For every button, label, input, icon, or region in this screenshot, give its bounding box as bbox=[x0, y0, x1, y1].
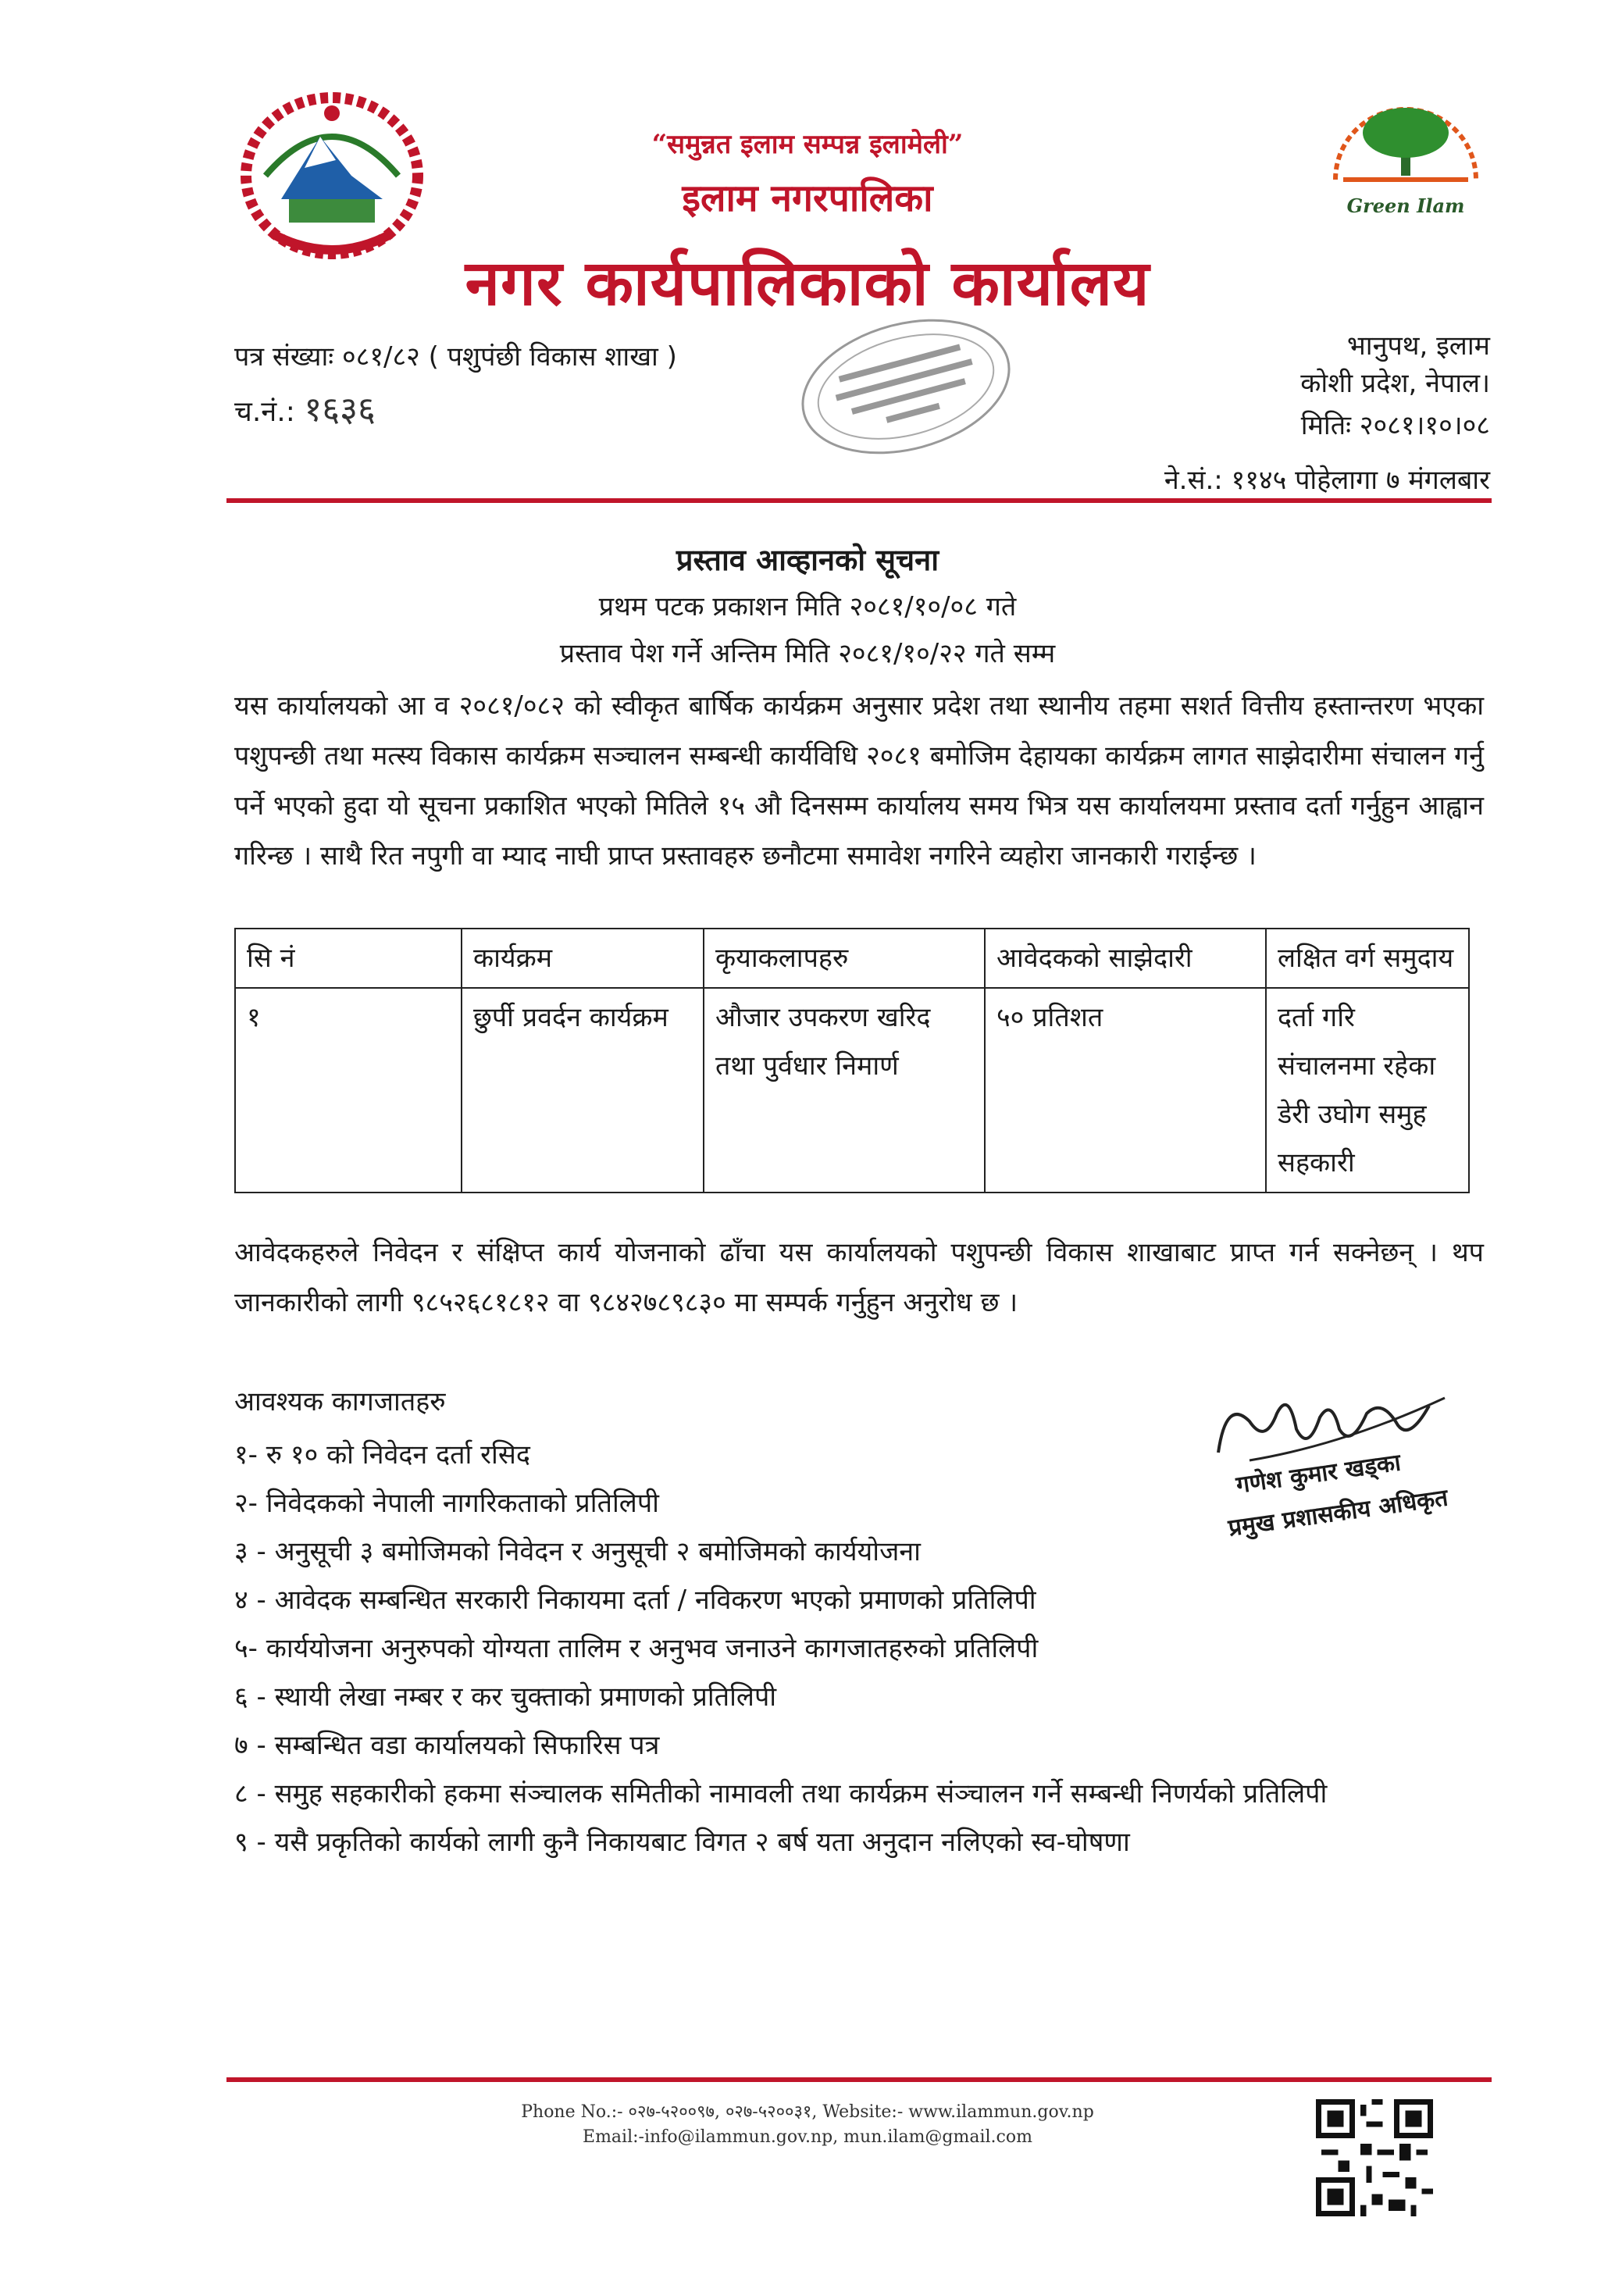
column-header: कार्यक्रम bbox=[462, 929, 704, 988]
notice-body: यस कार्यालयको आ व २०८१/०८२ को स्वीकृत बार्षिक कार्यक्रम अनुसार प्रदेश तथा स्थानीय तहमा सशर्त वित्तीय हस्तान्तरण भएका पशुपन्छी तथा मत्स्य विकास कार्यक्रम सञ्चालन सम्बन्धी कार्यविधि २०८१ बमोजिम देहायका कार्यक्रम लागत साझेदारीमा संचालन गर्नु पर्ने भएको हुदा यो सूचना प्रकाशित भएको मितिले १५ औ दिनसम्म कार्यालय समय भित्र यस कार्यालयमा प्रस्ताव दर्ता गर्नुहुन आह्वान गरिन्छ । साथै रित नपुगी वा म्याद नाघी प्राप्त प्रस्तावहरु छनौटमा समावेश नगरिने व्यहोरा जानकारी गराईन्छ । bbox=[234, 690, 1484, 872]
program-table bbox=[234, 928, 1470, 1193]
documents-heading: आवश्यक कागजातहरु bbox=[234, 1386, 446, 1417]
table-cell: दर्ता गरि संचालनमा रहेका डेरी उघोग समुह सहकारी bbox=[1266, 988, 1469, 1193]
nepal-samvat-date: ने.सं.: ११४५ पोहेलागा ७ मंगलबार bbox=[1164, 465, 1490, 496]
list-item: १- रु १० को निवेदन दर्ता रसिद bbox=[234, 1439, 530, 1471]
dispatch-number bbox=[234, 384, 376, 431]
footer-email: Email:-info@ilammun.gov.np, mun.ilam@gmail.com bbox=[583, 2127, 1032, 2147]
column-header: कृयाकलापहरु bbox=[704, 929, 985, 988]
signatory-name: गणेश कुमार खड्का bbox=[1234, 1449, 1403, 1499]
address-line-1: भानुपथ, इलाम bbox=[1346, 330, 1490, 362]
list-item: ३ - अनुसूची ३ बमोजिमको निवेदन र अनुसूची २ बमोजिमको कार्ययोजना bbox=[234, 1536, 921, 1567]
documents-list bbox=[234, 1431, 1484, 1866]
list-item: ६ - स्थायी लेखा नम्बर र कर चुक्ताको प्रमाणको प्रतिलिपी bbox=[234, 1681, 777, 1713]
list-item: ४ - आवेदक सम्बन्धित सरकारी निकायमा दर्ता / नविकरण भएको प्रमाणको प्रतिलिपी bbox=[234, 1585, 1036, 1616]
column-header: सि नं bbox=[235, 929, 462, 988]
table-cell: छुर्पी प्रवर्दन कार्यक्रम bbox=[462, 988, 704, 1193]
qr-code-icon[interactable] bbox=[1316, 2099, 1433, 2216]
table-cell: ५० प्रतिशत bbox=[985, 988, 1266, 1193]
dispatch-value: १६३६ bbox=[304, 390, 376, 430]
list-item: ५- कार्ययोजना अनुरुपको योग्यता तालिम र अनुभव जनाउने कागजातहरुको प्रतिलिपी bbox=[234, 1633, 1039, 1664]
address-line-2: कोशी प्रदेश, नेपाल। bbox=[1300, 368, 1490, 399]
column-header: आवेदकको साझेदारी bbox=[985, 929, 1266, 988]
table-row bbox=[235, 988, 1469, 1193]
header-divider bbox=[226, 498, 1492, 503]
notice-title: प्रस्ताव आव्हानको सूचना bbox=[676, 543, 939, 577]
office-stamp bbox=[789, 312, 1023, 461]
footer-phone-website: Phone No.:- ०२७-५२००९७, ०२७-५२००३१, Website:- www.ilammun.gov.np bbox=[521, 2102, 1094, 2122]
column-header: लक्षित वर्ग समुदाय bbox=[1266, 929, 1469, 988]
letter-date: मितिः २०८१।१०।०८ bbox=[1300, 410, 1490, 441]
dispatch-label: च.नं.: bbox=[234, 396, 295, 428]
slogan: “समुन्नत इलाम सम्पन्न इलामेली” bbox=[651, 129, 964, 160]
list-item: ७ - सम्बन्धित वडा कार्यालयको सिफारिस पत्र bbox=[234, 1730, 660, 1761]
contact-paragraph: आवेदकहरुले निवेदन र संक्षिप्त कार्य योजनाको ढाँचा यस कार्यालयको पशुपन्छी विकास शाखाबाट प्राप्त गर्न सक्नेछन् । थप जानकारीको लागी ९८५२६८१८१२ वा ९८४२७८९८३० मा सम्पर्क गर्नुहुन अनुरोध छ । bbox=[234, 1237, 1484, 1318]
list-item: ९ - यसै प्रकृतिको कार्यको लागी कुनै निकायबाट विगत २ बर्ष यता अनुदान नलिएको स्व-घोषणा bbox=[234, 1827, 1130, 1858]
footer-divider bbox=[226, 2077, 1492, 2082]
publication-date: प्रथम पटक प्रकाशन मिति २०८१/१०/०८ गते bbox=[598, 591, 1017, 622]
logo-text: Green Ilam bbox=[1346, 194, 1465, 217]
signatory-title: प्रमुख प्रशासकीय अधिकृत bbox=[1226, 1484, 1450, 1542]
letter-number: पत्र संख्याः ०८१/८२ ( पशुपंछी विकास शाखा ) bbox=[234, 341, 677, 373]
list-item: ८ - समुह सहकारीको हकमा संञ्चालक समितीको नामावली तथा कार्यक्रम संञ्चालन गर्ने सम्बन्धी निणर्यको प्रतिलिपी bbox=[234, 1778, 1328, 1809]
table-cell: औजार उपकरण खरिद तथा पुर्वधार निमार्ण bbox=[704, 988, 985, 1193]
submission-deadline: प्रस्ताव पेश गर्ने अन्तिम मिति २०८१/१०/२२ गते सम्म bbox=[559, 638, 1056, 669]
table-cell: १ bbox=[235, 988, 462, 1193]
municipality-name: इलाम नगरपालिका bbox=[682, 176, 933, 220]
office-name: नगर कार्यपालिकाको कार्यालय bbox=[465, 246, 1150, 319]
list-item: २- निवेदकको नेपाली नागरिकताको प्रतिलिपी bbox=[234, 1488, 659, 1519]
table-header-row bbox=[235, 929, 1469, 988]
